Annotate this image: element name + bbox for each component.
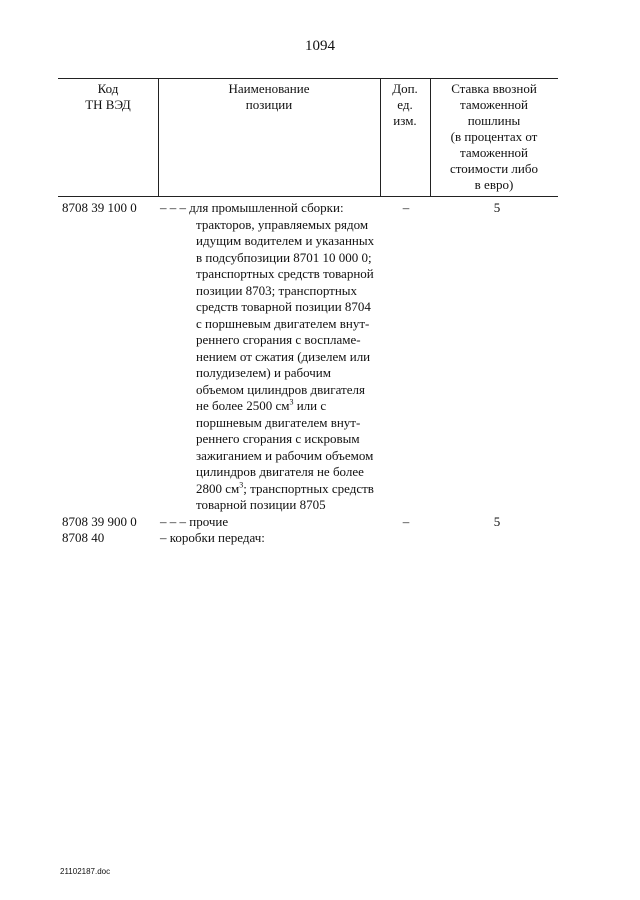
row-code: 8708 39 900 0 <box>62 514 137 529</box>
header-code: Код ТН ВЭД <box>85 81 131 112</box>
header-name: Наименование позиции <box>228 81 310 112</box>
page-number: 1094 <box>305 38 335 54</box>
row-rate: 5 <box>493 200 501 215</box>
table-top-rule <box>58 78 558 79</box>
row-code: 8708 39 100 0 <box>62 200 137 215</box>
row-name: – коробки передач: <box>160 530 265 545</box>
row-name-continuation: тракторов, управляемых рядом идущим водителем и указанных в подсубпозиции 8701 10 000 0; транспортных средств товарной позиции 8703; транспортных средств товарной позиции 8704 с поршневым двигателем внут- реннего сгорания с воспламе- нением от сжатия (дизелем или полудизелем) и рабочим объемом цилиндров двигателя не более 2500 $см^3$ или с поршневым двигателем внут- реннего сгорания с искровым зажиганием и рабочим объемом цилиндров двигателя не более 2800 $см^3$; транспортных средств товарной позиции 8705 <box>196 216 375 512</box>
row-name: – – – для промышленной сборки: <box>160 200 344 215</box>
row-name: – – – прочие <box>160 514 229 529</box>
header-unit: Доп. ед. изм. <box>392 81 418 128</box>
header-bottom-rule <box>58 196 558 197</box>
row-code: 8708 40 <box>62 530 105 545</box>
row-unit: – <box>402 200 410 215</box>
row-rate: 5 <box>493 514 501 529</box>
document-id: 21102187.doc <box>60 867 111 876</box>
row-unit: – <box>402 514 410 529</box>
header-rate: Ставка ввозной таможенной пошлины (в процентах от таможенной стоимости либо в евро) <box>449 81 538 192</box>
